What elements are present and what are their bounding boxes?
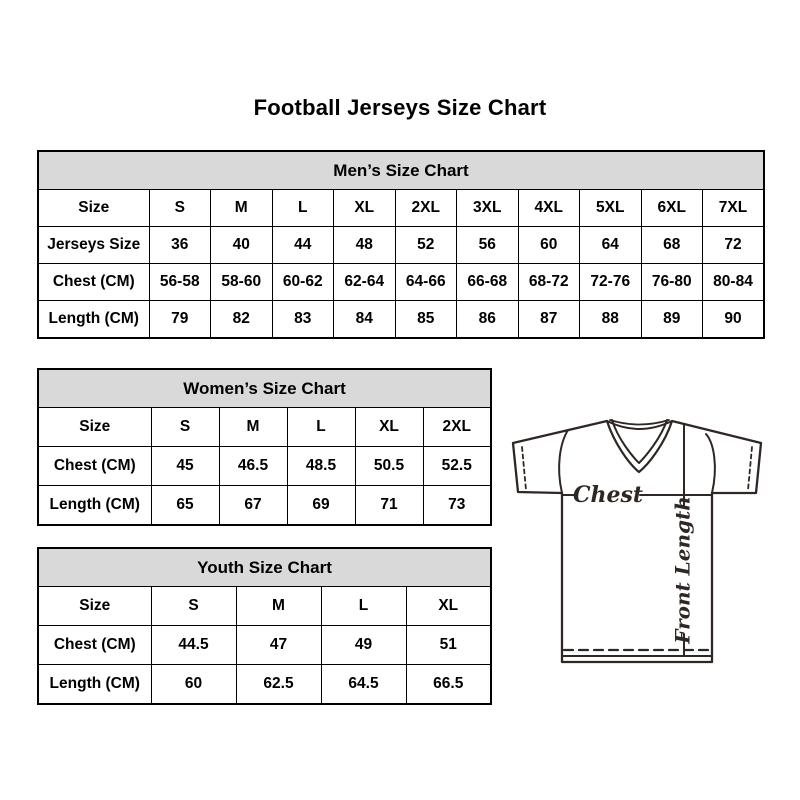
- womens-size-chart-title: Women’s Size Chart: [38, 369, 491, 408]
- size-value-cell: 86: [457, 301, 519, 339]
- table-row: [38, 665, 491, 705]
- size-value-cell: 60: [518, 227, 580, 264]
- size-value-cell: 64: [580, 227, 642, 264]
- size-value-cell: 51: [406, 626, 491, 665]
- right-cuff-stitch-line: [748, 447, 752, 490]
- row-label-cell: Chest (CM): [38, 626, 151, 665]
- size-value-cell: 88: [580, 301, 642, 339]
- size-value-cell: 46.5: [219, 447, 287, 486]
- row-label-cell: Size: [38, 190, 149, 227]
- row-label-cell: Length (CM): [38, 301, 149, 339]
- right-armhole-seam: [706, 434, 715, 493]
- table-row: [38, 264, 764, 301]
- size-value-cell: M: [211, 190, 273, 227]
- size-value-cell: 62-64: [334, 264, 396, 301]
- size-value-cell: 89: [641, 301, 703, 339]
- size-value-cell: 66-68: [457, 264, 519, 301]
- row-label-cell: Length (CM): [38, 486, 151, 526]
- size-value-cell: 5XL: [580, 190, 642, 227]
- size-value-cell: 90: [703, 301, 765, 339]
- size-value-cell: 66.5: [406, 665, 491, 705]
- table-row: [38, 486, 491, 526]
- size-value-cell: 6XL: [641, 190, 703, 227]
- row-label-cell: Chest (CM): [38, 264, 149, 301]
- size-value-cell: 64-66: [395, 264, 457, 301]
- size-value-cell: 49: [321, 626, 406, 665]
- size-value-cell: 45: [151, 447, 219, 486]
- row-label-cell: Size: [38, 587, 151, 626]
- size-value-cell: 84: [334, 301, 396, 339]
- table-row: [38, 190, 764, 227]
- size-value-cell: 52: [395, 227, 457, 264]
- table-row: [38, 587, 491, 626]
- size-value-cell: 56: [457, 227, 519, 264]
- youth-size-table: [37, 547, 492, 705]
- size-value-cell: L: [321, 587, 406, 626]
- table-row: [38, 626, 491, 665]
- mens-size-chart-title: Men’s Size Chart: [38, 151, 764, 190]
- table-row: [38, 301, 764, 339]
- row-label-cell: Chest (CM): [38, 447, 151, 486]
- size-value-cell: 68: [641, 227, 703, 264]
- jersey-body-outline: [513, 421, 761, 662]
- size-value-cell: 52.5: [423, 447, 491, 486]
- size-value-cell: L: [287, 408, 355, 447]
- collar-back-inner-arc: [610, 420, 669, 425]
- table-header-row: [38, 369, 491, 408]
- size-value-cell: 62.5: [236, 665, 321, 705]
- chest-label: Chest: [572, 482, 644, 508]
- left-armhole-seam: [559, 430, 568, 493]
- size-value-cell: 36: [149, 227, 211, 264]
- size-value-cell: 2XL: [423, 408, 491, 447]
- table-row: [38, 447, 491, 486]
- size-value-cell: 79: [149, 301, 211, 339]
- size-value-cell: 65: [151, 486, 219, 526]
- size-value-cell: 56-58: [149, 264, 211, 301]
- mens-size-table: [37, 150, 765, 339]
- size-value-cell: 67: [219, 486, 287, 526]
- size-value-cell: 44: [272, 227, 334, 264]
- size-value-cell: 7XL: [703, 190, 765, 227]
- size-value-cell: 4XL: [518, 190, 580, 227]
- size-value-cell: XL: [406, 587, 491, 626]
- size-value-cell: S: [151, 408, 219, 447]
- size-value-cell: 82: [211, 301, 273, 339]
- size-value-cell: 72: [703, 227, 765, 264]
- size-value-cell: 87: [518, 301, 580, 339]
- youth-size-chart-title: Youth Size Chart: [38, 548, 491, 587]
- size-value-cell: 2XL: [395, 190, 457, 227]
- size-value-cell: 68-72: [518, 264, 580, 301]
- size-value-cell: 48: [334, 227, 396, 264]
- size-value-cell: M: [236, 587, 321, 626]
- size-value-cell: 47: [236, 626, 321, 665]
- womens-size-table: [37, 368, 492, 526]
- size-value-cell: 44.5: [151, 626, 236, 665]
- size-value-cell: L: [272, 190, 334, 227]
- table-row: [38, 227, 764, 264]
- size-value-cell: 76-80: [641, 264, 703, 301]
- front-length-label: Front Length: [670, 496, 695, 644]
- size-value-cell: 40: [211, 227, 273, 264]
- size-value-cell: 48.5: [287, 447, 355, 486]
- row-label-cell: Length (CM): [38, 665, 151, 705]
- table-row: [38, 408, 491, 447]
- size-value-cell: S: [151, 587, 236, 626]
- size-value-cell: S: [149, 190, 211, 227]
- size-value-cell: 58-60: [211, 264, 273, 301]
- size-value-cell: 72-76: [580, 264, 642, 301]
- left-cuff-stitch-line: [522, 447, 526, 490]
- size-value-cell: 60-62: [272, 264, 334, 301]
- size-value-cell: XL: [355, 408, 423, 447]
- size-value-cell: 64.5: [321, 665, 406, 705]
- size-value-cell: 69: [287, 486, 355, 526]
- row-label-cell: Size: [38, 408, 151, 447]
- size-value-cell: 3XL: [457, 190, 519, 227]
- table-header-row: [38, 151, 764, 190]
- page-title: Football Jerseys Size Chart: [253, 95, 547, 120]
- size-value-cell: XL: [334, 190, 396, 227]
- size-value-cell: 85: [395, 301, 457, 339]
- table-header-row: [38, 548, 491, 587]
- size-value-cell: M: [219, 408, 287, 447]
- jersey-outline-icon: [500, 403, 780, 673]
- size-value-cell: 80-84: [703, 264, 765, 301]
- size-value-cell: 83: [272, 301, 334, 339]
- size-value-cell: 50.5: [355, 447, 423, 486]
- size-value-cell: 73: [423, 486, 491, 526]
- row-label-cell: Jerseys Size: [38, 227, 149, 264]
- size-value-cell: 71: [355, 486, 423, 526]
- size-value-cell: 60: [151, 665, 236, 705]
- jersey-measurement-diagram: [500, 403, 780, 673]
